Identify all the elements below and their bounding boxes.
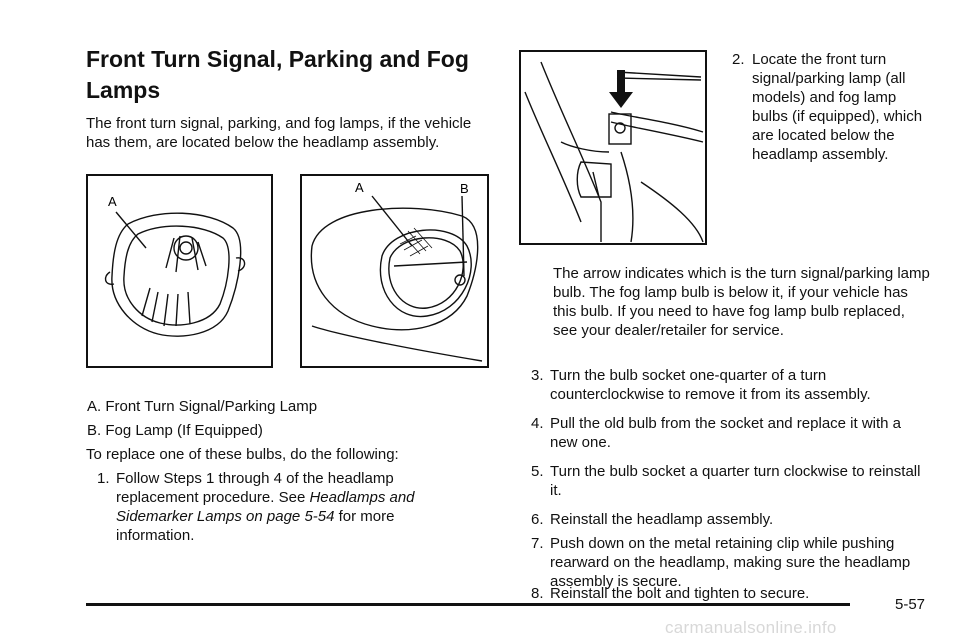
figure-turn-signal-lamp [86, 174, 273, 368]
step-number: 3. [531, 367, 544, 384]
step-number: 8. [531, 585, 544, 602]
step-number: 6. [531, 511, 544, 528]
figure-fog-lamp [300, 174, 489, 368]
turn-signal-lamp-illustration [88, 176, 271, 366]
step-text: Push down on the metal retaining clip while pushing rearward on the headlamp, making sure the headlamp assembly is secure. [550, 535, 911, 590]
step-text: Reinstall the bolt and tighten to secure. [550, 585, 810, 602]
legend-b: B. Fog Lamp (If Equipped) [87, 422, 263, 439]
step-text: Turn the bulb socket one-quarter of a turn counterclockwise to remove it from its assembly. [550, 367, 871, 403]
step-number: 4. [531, 415, 544, 432]
step-text: Locate the front turn signal/parking lamp (all models) and fog lamp bulbs (if equipped), which are located below the headlamp assembly. [752, 51, 923, 163]
step-text: Pull the old bulb from the socket and replace it with a new one. [550, 415, 902, 451]
step-number: 5. [531, 463, 544, 480]
step-reference: Headlamps and Sidemarker Lamps on page 5-54 [116, 489, 415, 525]
intro-paragraph: The front turn signal, parking, and fog lamps, if the vehicle has them, are located below the headlamp assembly. [86, 115, 472, 151]
step-text: Follow Steps 1 through 4 of the headlamp replacement procedure. See [116, 470, 394, 506]
figure-lamp-location [519, 50, 707, 245]
fog-lamp-illustration [302, 176, 487, 366]
arrow-indicator-icon [609, 70, 633, 108]
arrow-note: The arrow indicates which is the turn signal/parking lamp bulb. The fog lamp bulb is below it, if your vehicle has this bulb. If you need to have fog lamp bulb replaced, see your dealer/retailer for service. [553, 265, 930, 339]
procedure-lead-in: To replace one of these bulbs, do the following: [86, 446, 399, 463]
page-title: Front Turn Signal, Parking and Fog Lamps [86, 46, 469, 103]
legend-a: A. Front Turn Signal/Parking Lamp [87, 398, 318, 415]
callout-b: B [460, 181, 469, 196]
lamp-location-illustration [521, 52, 705, 243]
step-number: 1. [97, 470, 110, 487]
step-text: Turn the bulb socket a quarter turn clockwise to reinstall it. [550, 463, 921, 499]
footer-rule [86, 603, 850, 606]
step-text: for more information. [116, 508, 395, 544]
step-text: Reinstall the headlamp assembly. [550, 511, 774, 528]
step-number: 7. [531, 535, 544, 552]
callout-a: A [108, 194, 117, 209]
step-number: 2. [732, 51, 745, 68]
watermark: carmanualsonline.info [665, 618, 837, 637]
page-number: 5-57 [895, 596, 926, 613]
callout-a: A [355, 180, 364, 195]
